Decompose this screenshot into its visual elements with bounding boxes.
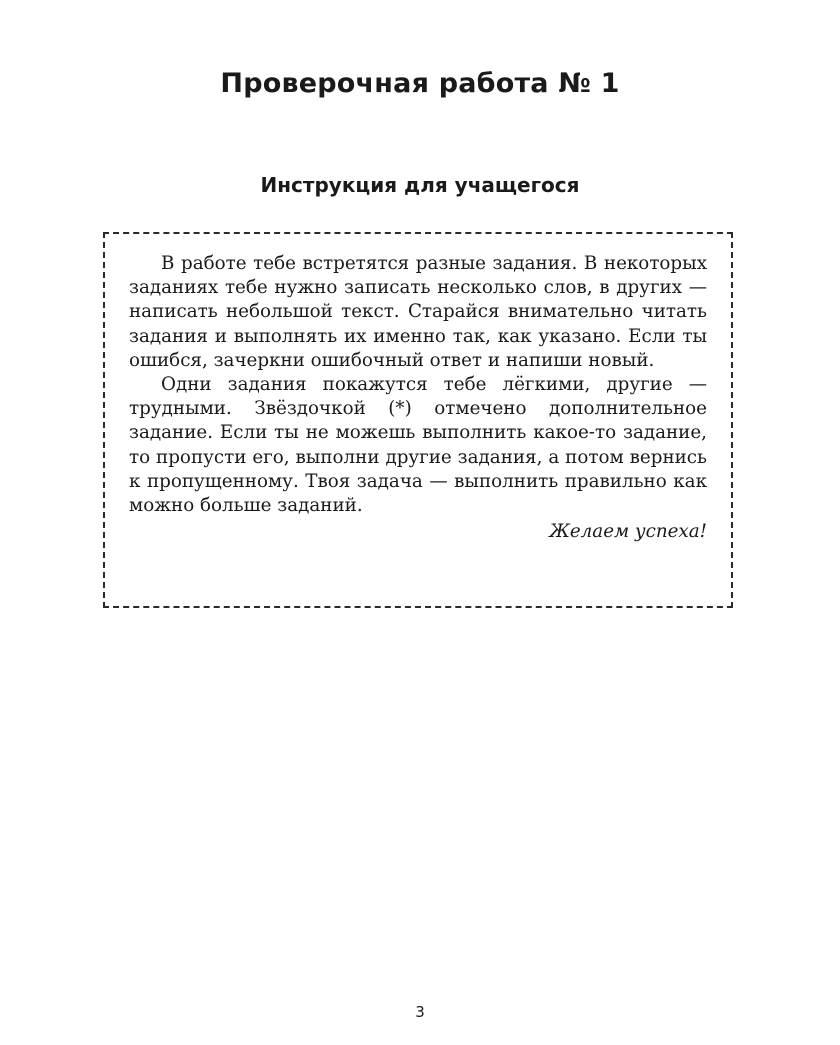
- closing-wish: Желаем успеха!: [549, 521, 707, 543]
- instruction-heading: Инструкция для учащегося: [260, 173, 580, 197]
- page-number: 3: [415, 1003, 425, 1021]
- instruction-box: [103, 232, 733, 608]
- instruction-paragraph-2: Одни задания покажутся тебе лёгкими, другие — трудными. Звёздочкой (*) отмечено дополнительное задание. Если ты не можешь выполнить какое-то задание, то пропусти его, выполни другие задания, а потом вернись к пропущенному. Твоя задача — выполнить правильно как можно больше заданий.: [129, 374, 707, 517]
- page-title: Проверочная работа № 1: [220, 68, 620, 99]
- instruction-paragraph-1: В работе тебе встретятся разные задания. В некоторых заданиях тебе нужно записать несколько слов, в других — написать небольшой текст. Старайся внимательно читать задания и выполнять их именно так, как указано. Если ты ошибся, зачеркни ошибочный ответ и напиши новый.: [129, 253, 707, 371]
